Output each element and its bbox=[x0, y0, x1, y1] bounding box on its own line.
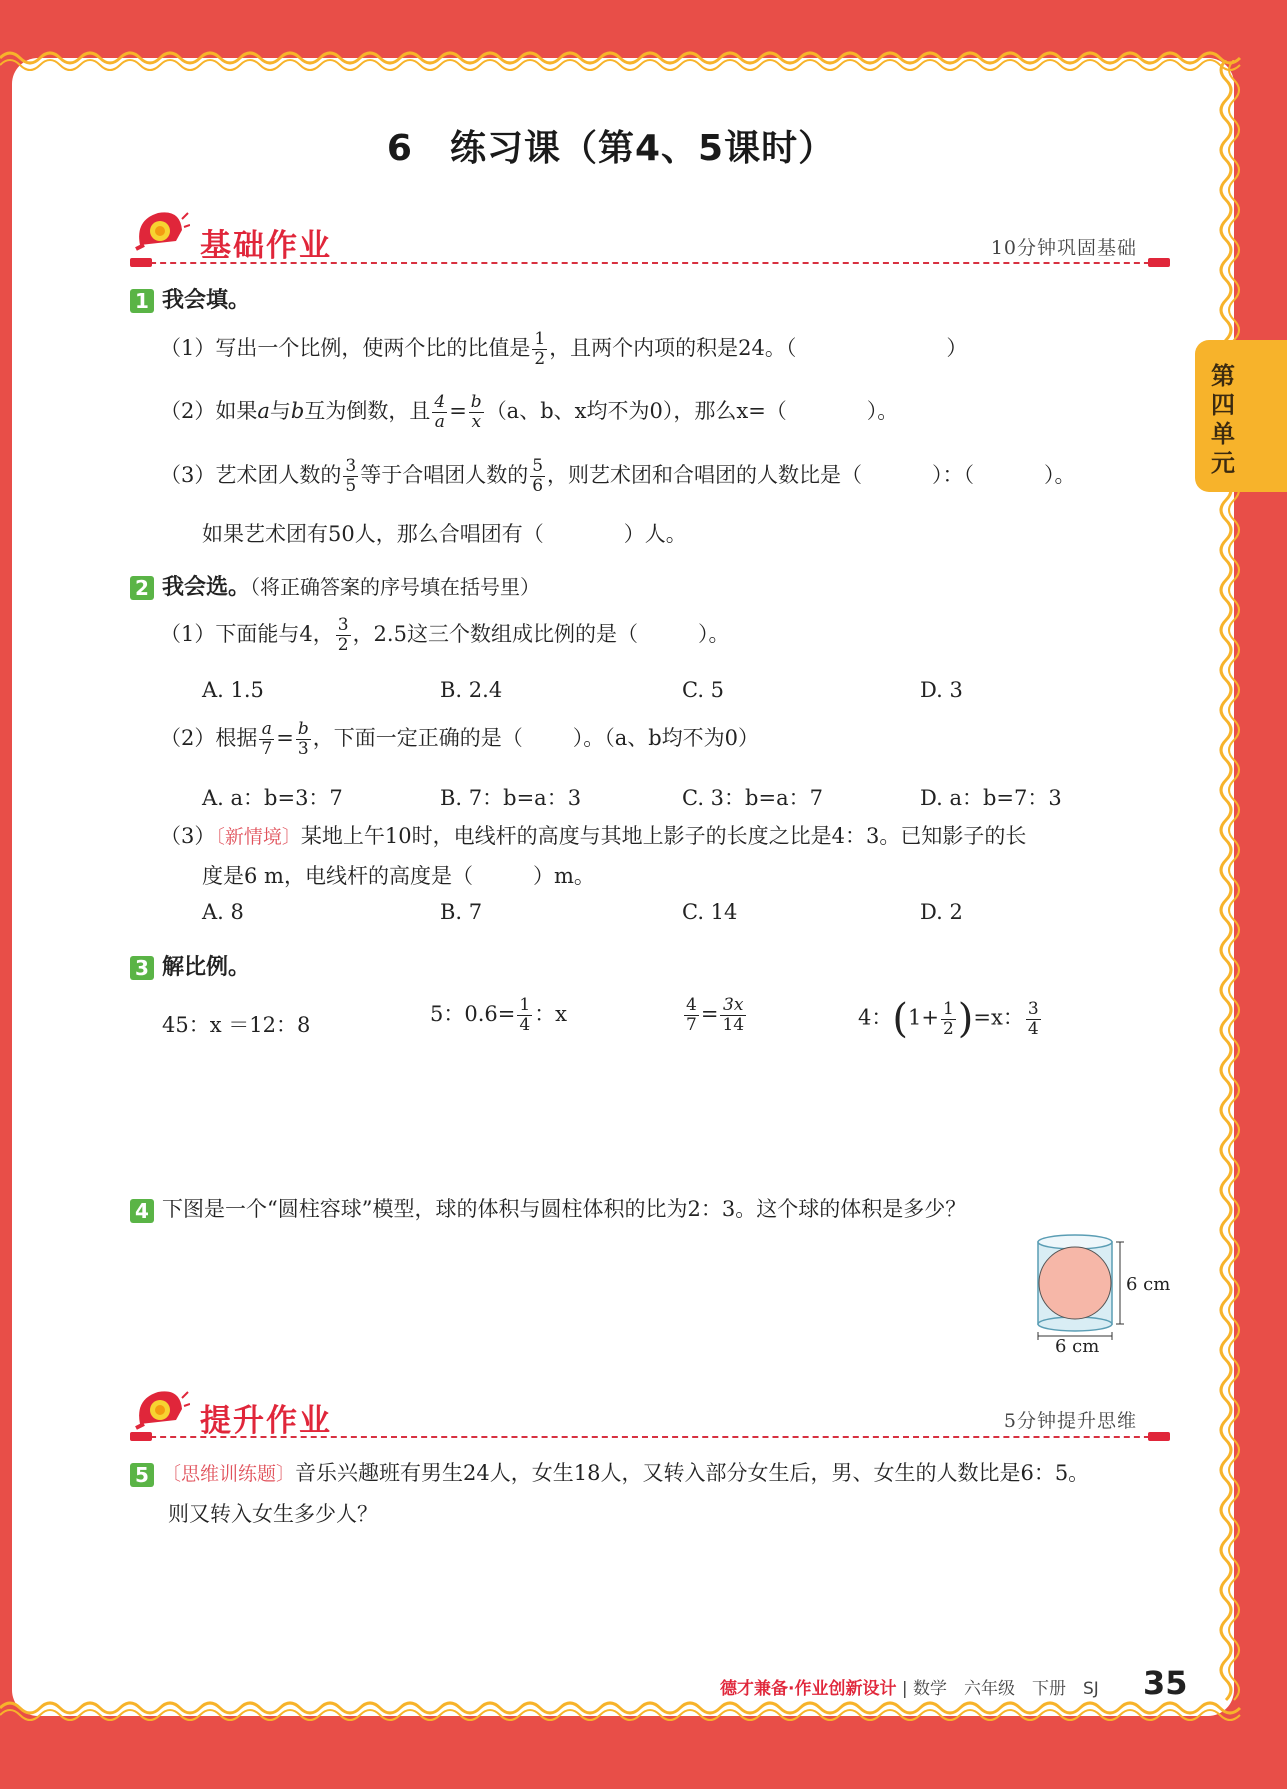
q1-title: 我会填。 bbox=[162, 288, 251, 313]
frac-num: 4 bbox=[434, 392, 446, 412]
q2-s1-option-c: C. 5 bbox=[682, 678, 725, 702]
var-a: a bbox=[257, 399, 270, 423]
q2-s1-option-d: D. 3 bbox=[920, 678, 963, 702]
q3-equation-2 bbox=[430, 996, 567, 1035]
q2-part3 bbox=[160, 820, 1026, 850]
cylinder-height-label: 6 cm bbox=[1126, 1274, 1171, 1295]
q1-p2-text2: 与 bbox=[269, 399, 291, 423]
q3-title: 解比例。 bbox=[162, 955, 251, 980]
q3-e4-fraction bbox=[941, 1000, 956, 1039]
q1-p2-text: （2）如果 bbox=[160, 399, 258, 423]
unit-side-tab-label: 第四单元 bbox=[1211, 362, 1235, 477]
footer-brand: 德才兼备·作业创新设计 bbox=[720, 1679, 897, 1699]
footer bbox=[720, 1674, 1099, 1699]
q2-s3-option-d: D. 2 bbox=[920, 900, 963, 924]
q1-p1-close: ） bbox=[946, 336, 968, 360]
q2-s1-fraction bbox=[336, 616, 351, 655]
divider-end-right bbox=[1148, 258, 1170, 267]
q2-part2 bbox=[160, 720, 759, 759]
frac-num: 3 bbox=[337, 615, 349, 635]
frac-den: 6 bbox=[532, 476, 544, 496]
frac-den: 4 bbox=[519, 1015, 531, 1035]
q1-p1-fraction bbox=[532, 330, 547, 369]
q2-s1-text2: ，2.5这三个数组成比例的是（ bbox=[352, 622, 638, 646]
paren-left: ( bbox=[892, 996, 908, 1042]
q2-s2-fraction2 bbox=[296, 720, 311, 759]
q2-s2-text: （2）根据 bbox=[160, 726, 258, 750]
q4-text: 下图是一个“圆柱容球”模型，球的体积与圆柱体积的比为2：3。这个球的体积是多少？ bbox=[162, 1197, 967, 1221]
frac-num: 4 bbox=[686, 995, 697, 1015]
section-advanced-title: 提升作业 bbox=[200, 1403, 332, 1439]
divider-end-right bbox=[1148, 1432, 1170, 1441]
section-basic-note: 10分钟巩固基础 bbox=[990, 237, 1137, 259]
frac-num: b bbox=[297, 719, 309, 739]
q1-p2-fraction1 bbox=[432, 393, 447, 432]
q3-e4-left: 4： bbox=[858, 1005, 893, 1030]
q2-part3-cont bbox=[202, 860, 595, 890]
q1-header bbox=[130, 283, 250, 314]
q2-s2-option-a: A. a：b=3：7 bbox=[202, 786, 343, 810]
q1-p4-close: ）人。 bbox=[623, 522, 687, 546]
equals-sign: = bbox=[700, 1002, 719, 1026]
page-number: 35 bbox=[1143, 1664, 1188, 1702]
frac-den: 3 bbox=[297, 739, 309, 759]
equals-sign: = bbox=[276, 726, 294, 750]
q2-s2-option-b: B. 7：b=a：3 bbox=[440, 786, 582, 810]
q2-s2-fraction1 bbox=[259, 720, 274, 759]
section-advanced-note: 5分钟提升思维 bbox=[1003, 1410, 1137, 1432]
frac-num: 3 bbox=[1027, 998, 1039, 1019]
q2-s3-prefix: （3） bbox=[160, 824, 216, 848]
equals-sign: = bbox=[449, 399, 467, 423]
q5-number: 5 bbox=[130, 1463, 154, 1487]
footer-subject: 数学 六年级 下册 SJ bbox=[913, 1679, 1099, 1699]
q1-part1 bbox=[160, 330, 967, 369]
q2-s3-text: 某地上午10时，电线杆的高度与其地上影子的长度之比是4：3。已知影子的长 bbox=[300, 824, 1027, 848]
q3-equation-1: 45：x ＝12：8 bbox=[162, 1013, 311, 1037]
q2-s1-close: ）。 bbox=[697, 622, 730, 646]
frac-den: 7 bbox=[261, 739, 273, 759]
q2-s2-close: ）。（a、b均不为0） bbox=[572, 726, 760, 750]
section-basic-title: 基础作业 bbox=[200, 228, 332, 264]
divider-end-left bbox=[130, 258, 152, 267]
section-basic-divider bbox=[130, 262, 1170, 264]
q5-text: 音乐兴趣班有男生24人，女生18人，又转入部分女生后，男、女生的人数比是6：5。 bbox=[295, 1461, 1090, 1485]
q2-title: 我会选。 bbox=[162, 575, 251, 600]
q1-p2-close: ）。 bbox=[866, 399, 899, 423]
q1-p1-text: （1）写出一个比例，使两个比的比值是 bbox=[160, 336, 531, 360]
q3-e3-fraction2 bbox=[720, 996, 746, 1035]
frac-num: b bbox=[470, 392, 482, 412]
q3-header bbox=[130, 950, 250, 981]
frac-den: a bbox=[434, 412, 445, 432]
q1-p3-text: （3）艺术团人数的 bbox=[160, 463, 342, 487]
q1-part2 bbox=[160, 393, 898, 432]
frac-den: 4 bbox=[1027, 1018, 1039, 1039]
section-advanced-divider bbox=[130, 1436, 1170, 1438]
frac-num: 3 bbox=[345, 456, 357, 476]
q2-s3-option-a: A. 8 bbox=[202, 900, 244, 924]
frac-num: 1 bbox=[519, 995, 531, 1015]
q5-question bbox=[130, 1457, 1089, 1487]
q2-s3-option-c: C. 14 bbox=[682, 900, 738, 924]
q4-question bbox=[130, 1193, 966, 1223]
bell-icon bbox=[130, 1384, 190, 1434]
q3-e2-left: 5：0.6= bbox=[430, 1002, 516, 1026]
frac-num: 5 bbox=[532, 456, 544, 476]
q2-part1 bbox=[160, 616, 729, 655]
q3-number: 3 bbox=[130, 956, 154, 980]
q3-e3-fraction1 bbox=[684, 996, 699, 1035]
q1-part4 bbox=[202, 518, 687, 548]
q2-s2-text2: ，下面一定正确的是（ bbox=[312, 726, 523, 750]
thinking-training-tag: 〔思维训练题〕 bbox=[162, 1463, 296, 1485]
cylinder-width-label: 6 cm bbox=[1055, 1336, 1100, 1357]
frac-den: 7 bbox=[686, 1015, 697, 1035]
paren-right: ) bbox=[957, 996, 974, 1042]
q5-text-cont: 则又转入女生多少人？ bbox=[168, 1502, 378, 1526]
q1-p3-text3: ，则艺术团和合唱团的人数比是（ bbox=[547, 463, 863, 487]
frac-den: 5 bbox=[345, 476, 357, 496]
q1-p3-text2: 等于合唱团人数的 bbox=[360, 463, 529, 487]
q2-s1-text: （1）下面能与4， bbox=[160, 622, 334, 646]
var-b: b bbox=[290, 399, 305, 423]
frac-den: 2 bbox=[534, 349, 546, 369]
q3-e4-right: =x： bbox=[973, 1005, 1024, 1030]
q4-number: 4 bbox=[130, 1199, 154, 1223]
new-context-tag: 〔新情境〕 bbox=[215, 826, 301, 848]
footer-separator: | bbox=[896, 1679, 914, 1699]
q3-equation-3 bbox=[682, 996, 748, 1035]
q1-number: 1 bbox=[130, 289, 154, 313]
frac-num: 3x bbox=[720, 996, 746, 1016]
frac-den: x bbox=[471, 412, 482, 432]
q1-part3 bbox=[160, 457, 1076, 496]
page-title: 6 练习课（第4、5课时） bbox=[386, 128, 836, 169]
q3-e2-right: ：x bbox=[534, 1002, 568, 1026]
q3-e4-fraction2 bbox=[1026, 1000, 1041, 1039]
q1-p2-text3: 互为倒数，且 bbox=[304, 399, 431, 423]
q2-s2-option-c: C. 3：b=a：7 bbox=[682, 786, 823, 810]
q2-number: 2 bbox=[130, 576, 154, 600]
frac-den: 14 bbox=[722, 1015, 745, 1035]
divider-end-left bbox=[130, 1432, 152, 1441]
frac-num: 1 bbox=[942, 998, 954, 1019]
q3-e2-fraction bbox=[517, 996, 532, 1035]
q1-p3-text4: ）：（ bbox=[932, 463, 975, 487]
q3-e4-inner: 1+ bbox=[907, 1005, 939, 1030]
q2-s1-option-b: B. 2.4 bbox=[440, 678, 503, 702]
q2-title-note: （将正确答案的序号填在括号里） bbox=[250, 575, 541, 599]
q2-s3-option-b: B. 7 bbox=[440, 900, 483, 924]
q2-s3-close: ）m。 bbox=[532, 864, 595, 888]
q2-s1-option-a: A. 1.5 bbox=[202, 678, 264, 702]
frac-num: a bbox=[259, 720, 274, 740]
frac-den: 2 bbox=[337, 635, 349, 655]
q1-p2-text4: （a、b、x均不为0），那么x=（ bbox=[485, 399, 787, 423]
bell-icon bbox=[130, 205, 190, 255]
q2-header bbox=[130, 570, 540, 601]
q2-s2-option-d: D. a：b=7：3 bbox=[920, 786, 1062, 810]
q1-p4-text: 如果艺术团有50人，那么合唱团有（ bbox=[202, 522, 544, 546]
q1-p2-fraction2 bbox=[469, 393, 484, 432]
q1-p3-close: ）。 bbox=[1044, 463, 1076, 487]
q3-equation-4 bbox=[858, 996, 1043, 1042]
frac-den: 2 bbox=[942, 1018, 954, 1039]
q2-s3-text2: 度是6 m，电线杆的高度是（ bbox=[202, 864, 473, 888]
frac-num: 1 bbox=[534, 329, 546, 349]
q1-p3-fraction2 bbox=[530, 457, 545, 496]
q1-p1-text2: ，且两个内项的积是24。（ bbox=[549, 336, 797, 360]
q1-p3-fraction1 bbox=[343, 457, 358, 496]
